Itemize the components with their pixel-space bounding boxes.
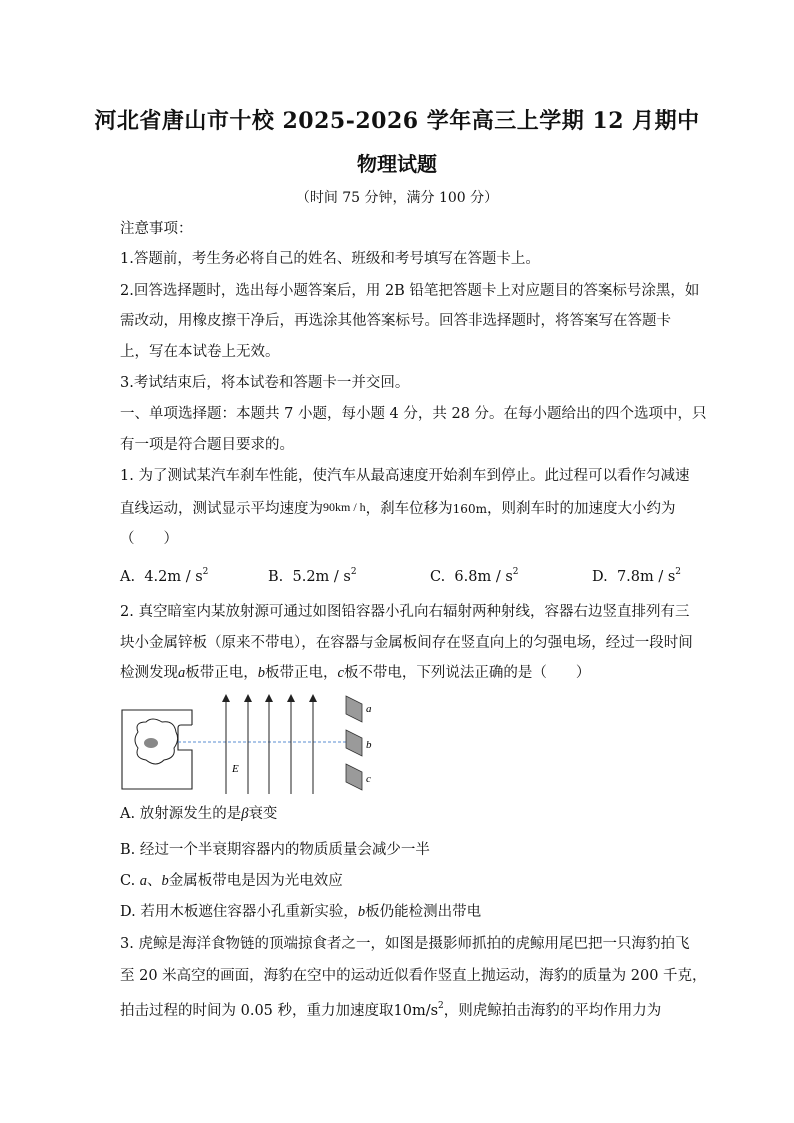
- plate-a-label: a: [366, 703, 372, 715]
- q2-beta-symbol: β: [241, 806, 249, 822]
- notice-item-2-line-2: 需改动，用橡皮擦干净后，再选涂其他答案标号。回答非选择题时，将答案写在答题卡: [120, 313, 671, 329]
- q1-stem-text-c: ，则刹车时的加速度大小约为: [486, 501, 676, 517]
- q2-stem-text-c: 板带正电，: [265, 665, 338, 681]
- q1-answer-blank: （ ）: [120, 531, 178, 547]
- q2-option-c-plate-a: a: [139, 873, 148, 889]
- q1-distance-value: 160m: [452, 502, 487, 516]
- q1-option-a-exponent: 2: [202, 567, 209, 577]
- q2-option-c-separator: 、: [147, 873, 162, 889]
- q2-stem-text-d: 板不带电，下列说法正确的是（ ）: [343, 665, 591, 681]
- q1-option-c-label: C.: [430, 569, 446, 585]
- q2-stem-line-1: 2. 真空暗室内某放射源可通过如图铅容器小孔向右辐射两种射线，容器右边竖直排列有三: [120, 604, 690, 620]
- notice-item-1: 1.答题前，考生务必将自己的姓名、班级和考号填写在答题卡上。: [120, 251, 540, 267]
- q1-option-c-exponent: 2: [512, 567, 519, 577]
- q1-option-a-value: 4.2m / s: [144, 569, 203, 585]
- q1-option-d-value: 7.8m / s: [616, 569, 676, 585]
- q1-option-b-value: 5.2m / s: [292, 569, 351, 585]
- q2-option-d-plate-b: b: [357, 904, 366, 920]
- q2-option-c-plate-b: b: [161, 873, 169, 889]
- q2-plate-a-ref: a: [178, 665, 186, 681]
- q2-option-d-text-end: 板仍能检测出带电: [365, 904, 482, 920]
- q1-option-c-value: 6.8m / s: [454, 569, 513, 585]
- notice-item-3: 3.考试结束后，将本试卷和答题卡一并交回。: [120, 375, 410, 391]
- q1-speed-value: 90km / h: [323, 500, 366, 514]
- q1-stem-line-1: 1. 为了测试某汽车刹车性能，使汽车从最高速度开始刹车到停止。此过程可以看作匀减速: [120, 468, 690, 484]
- q1-option-b-label: B.: [268, 569, 284, 585]
- section-1-heading-cont: 有一项是符合题目要求的。: [120, 437, 294, 453]
- q3-stem-line-2: 至 20 米高空的画面，海豹在空中的运动近似看作竖直上抛运动，海豹的质量为 200 千克，: [120, 968, 707, 984]
- q2-stem-text-b: 板带正电，: [185, 665, 258, 681]
- plate-a: [346, 696, 362, 722]
- plate-b-label: b: [366, 739, 372, 751]
- notice-item-2-line-1: 2.回答选择题时，选出每小题答案后，用 2B 铅笔把答题卡上对应题目的答案标号涂黑，如: [120, 283, 700, 299]
- q3-gravity-value: 10m/s: [393, 1003, 439, 1019]
- q2-option-d[interactable]: [120, 905, 481, 920]
- q1-stem-text-b: ，刹车位移为: [365, 501, 453, 517]
- q3-stem-text-a: 拍击过程的时间为 0.05 秒，重力加速度取: [120, 1003, 394, 1019]
- notice-heading: 注意事项：: [120, 221, 193, 237]
- q1-option-c[interactable]: [430, 568, 519, 585]
- q2-stem-line-3: [120, 666, 590, 681]
- field-label: E: [232, 763, 239, 775]
- plate-c: [346, 764, 362, 790]
- exam-subject: 物理试题: [357, 152, 437, 176]
- q1-option-b-exponent: 2: [350, 567, 357, 577]
- q1-stem-line-2: [120, 501, 675, 517]
- q1-option-d[interactable]: [592, 568, 681, 585]
- q2-plate-b-ref: b: [257, 665, 265, 681]
- q2-option-d-text: D. 若用木板遮住容器小孔重新实验，: [120, 904, 358, 920]
- q3-gravity-exponent: 2: [438, 1001, 444, 1011]
- q3-stem-line-3: [120, 1002, 661, 1019]
- q1-option-d-exponent: 2: [675, 567, 682, 577]
- q1-option-a-label: A.: [120, 569, 136, 585]
- q2-option-a-text-end: 衰变: [248, 806, 278, 822]
- q2-option-b[interactable]: B. 经过一个半衰期容器内的物质质量会减少一半: [120, 842, 430, 858]
- plate-b: [346, 730, 362, 756]
- q2-option-c[interactable]: [120, 874, 343, 889]
- section-1-heading: 一、单项选择题：本题共 7 小题，每小题 4 分，共 28 分。在每小题给出的四个选项中，只: [120, 406, 707, 422]
- q1-option-d-label: D.: [592, 569, 608, 585]
- source-core: [144, 738, 158, 748]
- q1-option-a[interactable]: [120, 568, 208, 585]
- q2-option-c-label: C.: [120, 873, 140, 889]
- q3-stem-text-b: ，则虎鲸拍击海豹的平均作用力为: [443, 1003, 662, 1019]
- q2-plate-c-ref: c: [337, 665, 344, 681]
- notice-item-2-line-3: 上，写在本试卷上无效。: [120, 344, 280, 360]
- q2-figure: [118, 692, 388, 796]
- plate-c-label: c: [366, 773, 371, 785]
- q1-option-b[interactable]: [268, 568, 357, 585]
- lead-container: [122, 710, 192, 789]
- q2-option-a[interactable]: [120, 807, 277, 822]
- q3-stem-line-1: 3. 虎鲸是海洋食物链的顶端掠食者之一，如图是摄影师抓拍的虎鲸用尾巴把一只海豹拍飞: [120, 936, 690, 952]
- q1-stem-text-a: 直线运动，测试显示平均速度为: [120, 501, 323, 517]
- q2-stem-line-2: 块小金属锌板（原来不带电），在容器与金属板间存在竖直向上的匀强电场，经过一段时间: [120, 635, 693, 651]
- q2-option-a-text: A. 放射源发生的是: [120, 806, 242, 822]
- q2-option-c-text: 金属板带电是因为光电效应: [168, 873, 343, 889]
- exam-time-info: （时间 75 分钟，满分 100 分）: [295, 190, 499, 206]
- exam-title: 河北省唐山市十校 2025-2026 学年高三上学期 12 月期中: [94, 108, 700, 134]
- q2-stem-text-a: 检测发现: [120, 665, 178, 681]
